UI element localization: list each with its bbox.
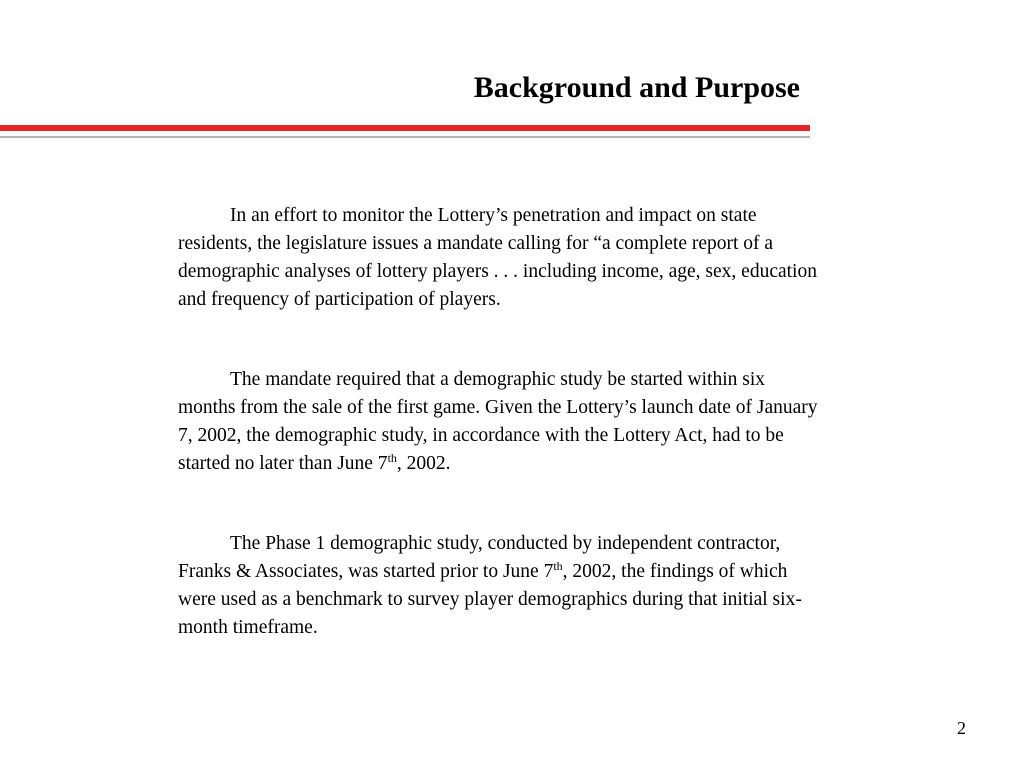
slide-title: Background and Purpose <box>473 71 800 104</box>
paragraph-text: The Phase 1 demographic study, conducted by independent contractor, Franks & Associates, was started prior to June 7 <box>178 533 781 582</box>
title-divider-gray <box>0 136 810 138</box>
ordinal-superscript: th <box>387 451 397 465</box>
slide-body <box>178 202 826 642</box>
paragraph-text-end: , 2002, the findings of which were used as a benchmark to survey player demographics during that initial six-month timeframe. <box>178 561 802 638</box>
page-number: 2 <box>957 718 966 738</box>
paragraph-phase-1-study <box>178 530 826 642</box>
paragraph-text: The mandate required that a demographic study be started within six months from the sale of the first game. Given the Lottery’s launch date of January 7, 2002, the demographic study, in accordance with the Lottery Act, had to be started no later than June 7 <box>178 369 818 474</box>
paragraph-text: In an effort to monitor the Lottery’s penetration and impact on state residents, the legislature issues a mandate calling for “a complete report of a demographic analyses of lottery players . . . including income, age, sex, education and frequency of participation of players. <box>178 205 817 310</box>
ordinal-superscript: th <box>553 559 563 573</box>
paragraph-text-end: , 2002. <box>396 453 451 474</box>
paragraph-mandate-timing <box>178 366 826 478</box>
paragraph-mandate-intro <box>178 202 826 314</box>
title-divider-red <box>0 125 810 131</box>
